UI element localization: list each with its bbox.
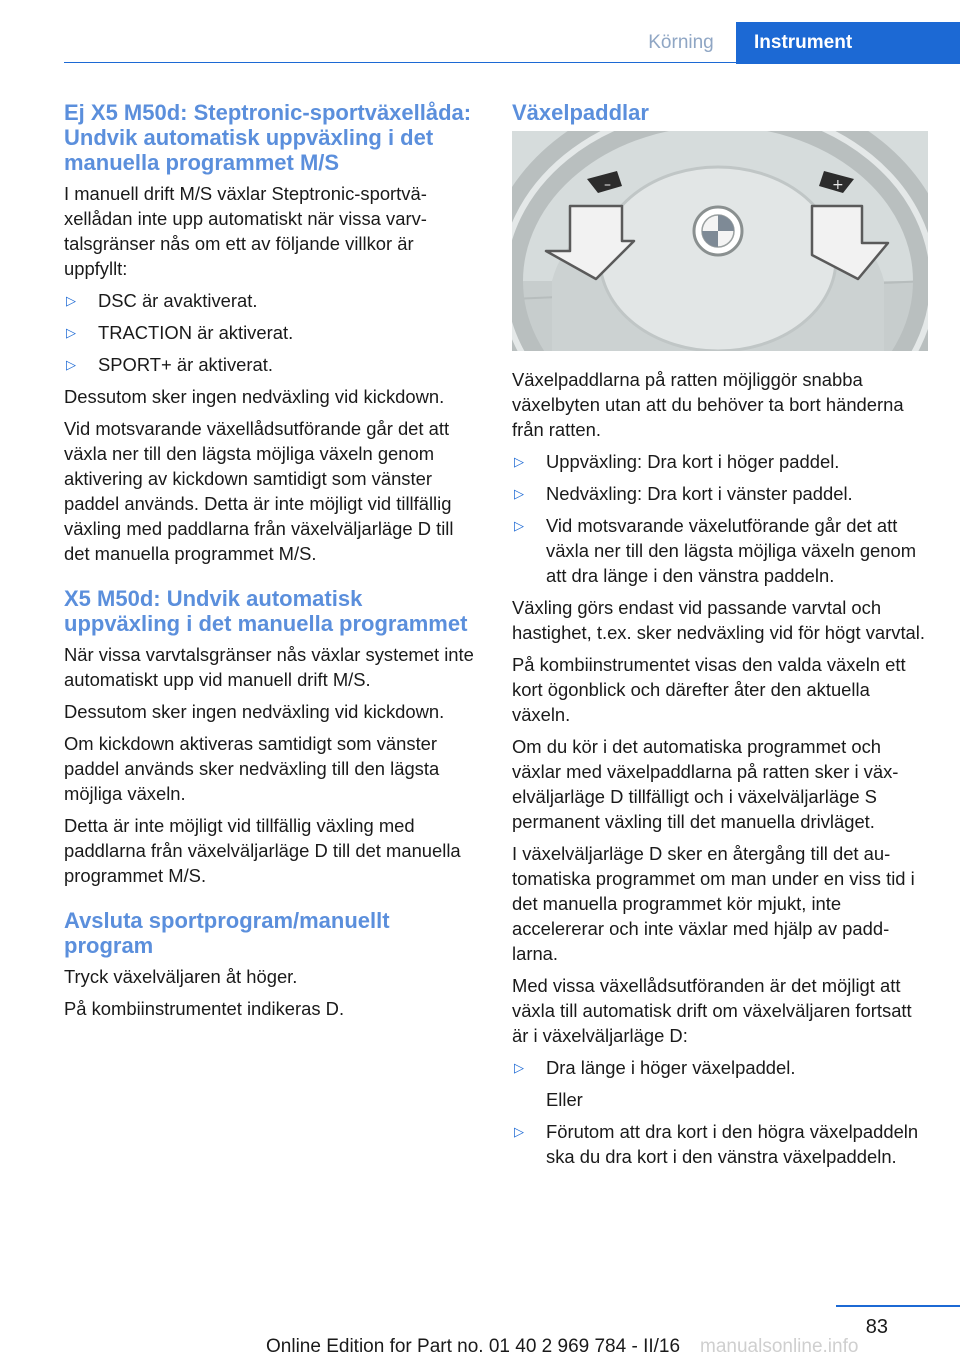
- triangle-bullet-icon: ▷: [514, 1060, 524, 1075]
- automatic-return-list: [512, 1055, 928, 1169]
- steering-wheel-paddles-icon: [512, 131, 928, 351]
- paragraph: Om kickdown aktiveras samtidigt som vänster paddel används sker nedväxling till den lägsta möjliga växeln.: [64, 733, 440, 804]
- paragraph: Tryck växelväljaren åt höger.: [64, 966, 298, 987]
- left-column: [64, 100, 482, 1028]
- heading-x5-m50d: X5 M50d: Undvik automatisk uppväxling i det manuella programmet: [64, 586, 468, 636]
- minus-label: –: [604, 177, 611, 193]
- list-item: ▷ Förutom att dra kort i den högra växelpaddeln ska du dra kort i den vänstra växelpaddeln.: [514, 1121, 919, 1167]
- paragraph: På kombiinstrumentet indikeras D.: [64, 998, 345, 1019]
- or-label: Eller: [546, 1089, 583, 1110]
- edition-note: Online Edition for Part no. 01 40 2 969 784 - II/16: [266, 1336, 681, 1357]
- right-column: [512, 100, 928, 1176]
- page-header: [0, 0, 960, 64]
- triangle-bullet-icon: ▷: [514, 1124, 524, 1139]
- triangle-bullet-icon: ▷: [514, 454, 524, 469]
- footer-divider: [836, 1305, 960, 1307]
- list-item: ▷ SPORT+ är aktiverat.: [66, 354, 273, 375]
- triangle-bullet-icon: ▷: [514, 518, 524, 533]
- paragraph: Detta är inte möjligt vid tillfällig växling med paddlarna från växelväljarläge D till det manuella programmet M/S.: [64, 815, 461, 886]
- paragraph: Växling görs endast vid passande varvtal och hastighet, t.ex. sker nedväxling vid för högt varvtal.: [512, 597, 925, 643]
- paragraph: Dessutom sker ingen nedväxling vid kickdown.: [64, 386, 445, 407]
- paragraph: Med vissa växellådsutföranden är det möjligt att växla till automatisk drift om växelväljaren fortsatt är i växelväljarläge D:: [512, 975, 912, 1046]
- triangle-bullet-icon: ▷: [66, 357, 76, 372]
- triangle-bullet-icon: ▷: [514, 486, 524, 501]
- list-item: ▷ Dra länge i höger växelpaddel. Eller: [512, 1055, 928, 1112]
- heading-steptronic: Ej X5 M50d: Steptronic-sportväxellåda: Undvik automatisk uppväxling i det manuella programmet M/S: [64, 100, 472, 175]
- heading-exit-sport: Avsluta sportprogram/manuellt program: [64, 908, 390, 958]
- paragraph: I växelväljarläge D sker en återgång till det automatiska programmet om man under en viss tid i det manuella programmet kör mjukt, inte accelererar och inte växlar med hjälp av paddlarna.: [512, 843, 915, 964]
- condition-list: [64, 288, 482, 377]
- paragraph: När vissa varvtalsgränser nås växlar systemet inte automatiskt upp vid manuell drift M/S.: [64, 644, 474, 690]
- watermark: manualsonline.info: [700, 1336, 859, 1357]
- plus-label: +: [832, 177, 844, 193]
- paddle-action-list: [512, 449, 928, 588]
- paragraph: På kombiinstrumentet visas den valda växeln ett kort ögonblick och därefter åter den aktuella växeln.: [512, 654, 906, 725]
- triangle-bullet-icon: ▷: [66, 293, 76, 308]
- paragraph: I manuell drift M/S växlar Steptronic-sportväxellådan inte upp automatiskt när vissa varvtalsgränser nås om ett av följande villkor är uppfyllt:: [64, 183, 427, 279]
- paragraph: Vid motsvarande växellådsutförande går det att växla ner till den lägsta möjliga växeln genom aktivering av kickdown samtidigt som vänster paddel används. Detta är inte möjligt vid tillfällig växling med paddlarna från växelväljarläge D till det manuella programmet M/S.: [64, 418, 454, 564]
- paragraph: Växelpaddlarna på ratten möjliggör snabba växelbyten utan att du behöver ta bort händerna från ratten.: [512, 369, 904, 440]
- paragraph: Om du kör i det automatiska programmet och växlar med växelpaddlarna på ratten sker i växelväljarläge D tillfälligt och i växelväljarläge S permanent växling till det manuella drivläget.: [512, 736, 899, 832]
- list-item: ▷ Uppväxling: Dra kort i höger paddel.: [514, 451, 840, 472]
- list-item: ▷ TRACTION är aktiverat.: [66, 322, 294, 343]
- list-item: ▷ DSC är avaktiverat.: [66, 290, 258, 311]
- section-tab-instrument[interactable]: Instrument: [736, 22, 960, 64]
- header-divider: [64, 62, 960, 63]
- list-item: ▷ Nedväxling: Dra kort i vänster paddel.: [514, 483, 853, 504]
- section-tab-korning[interactable]: Körning: [648, 32, 714, 53]
- triangle-bullet-icon: ▷: [66, 325, 76, 340]
- page-number: 83: [865, 1316, 888, 1338]
- heading-paddles: Växelpaddlar: [512, 100, 649, 125]
- paragraph: Dessutom sker ingen nedväxling vid kickdown.: [64, 701, 445, 722]
- list-item: ▷ Vid motsvarande växelutförande går det att växla ner till den lägsta möjliga växeln genom att dra länge i den vänstra paddeln.: [514, 515, 917, 586]
